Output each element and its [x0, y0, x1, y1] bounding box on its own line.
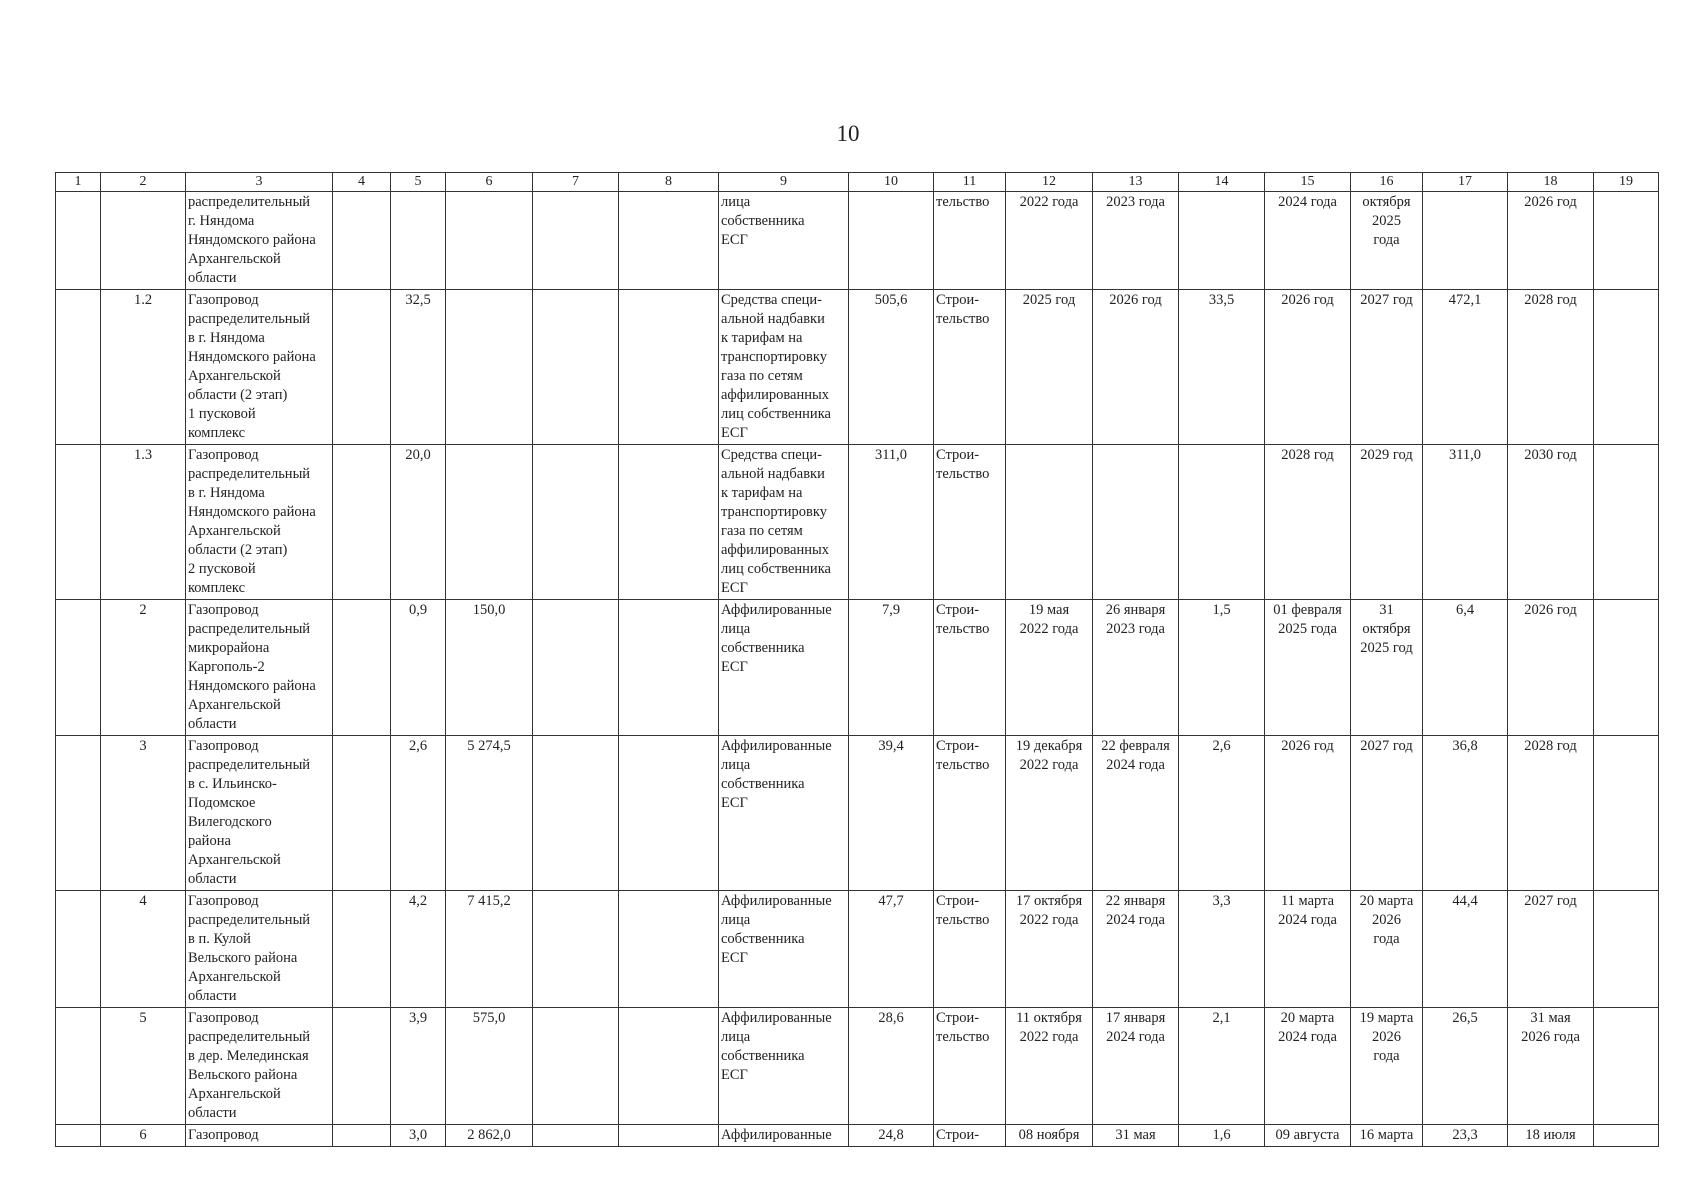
table-cell [333, 600, 391, 736]
column-number: 16 [1351, 173, 1423, 192]
column-number: 8 [619, 173, 719, 192]
work-type: Строи- тельство [934, 1008, 1006, 1125]
date-cell: 20 марта 2024 года [1265, 1008, 1351, 1125]
length-value: 3,9 [391, 1008, 446, 1125]
amount-value: 36,8 [1423, 736, 1508, 891]
date-cell: 22 февраля 2024 года [1093, 736, 1179, 891]
table-cell [56, 445, 101, 600]
row-number: 4 [101, 891, 186, 1008]
date-cell: 09 августа [1265, 1125, 1351, 1147]
table-cell [533, 290, 619, 445]
date-cell: 2030 год [1508, 445, 1594, 600]
column-number: 13 [1093, 173, 1179, 192]
row-number: 5 [101, 1008, 186, 1125]
column-number: 19 [1594, 173, 1659, 192]
table-row [56, 192, 1659, 290]
table-cell [619, 1125, 719, 1147]
row-number: 1.3 [101, 445, 186, 600]
column-number: 18 [1508, 173, 1594, 192]
amount-value [1179, 192, 1265, 290]
cost-value [849, 192, 934, 290]
amount-value: 6,4 [1423, 600, 1508, 736]
table-cell [533, 736, 619, 891]
cost-value: 24,8 [849, 1125, 934, 1147]
row-number: 6 [101, 1125, 186, 1147]
capacity-value: 2 862,0 [446, 1125, 533, 1147]
cost-value: 47,7 [849, 891, 934, 1008]
table-cell [1594, 290, 1659, 445]
table-cell [619, 1008, 719, 1125]
table-cell [1594, 1008, 1659, 1125]
object-name: Газопровод распределительный в г. Няндома Няндомского района Архангельской области (2 этап) 2 пусковой комплекс [186, 445, 333, 600]
column-number: 11 [934, 173, 1006, 192]
date-cell: 2026 год [1265, 290, 1351, 445]
row-number: 2 [101, 600, 186, 736]
table-cell [333, 445, 391, 600]
table-cell [56, 1008, 101, 1125]
table-row [56, 1008, 1659, 1125]
table-cell [533, 445, 619, 600]
date-cell: 2026 год [1508, 600, 1594, 736]
length-value: 3,0 [391, 1125, 446, 1147]
work-type: Строи- тельство [934, 736, 1006, 891]
column-number: 3 [186, 173, 333, 192]
capacity-value [446, 192, 533, 290]
table-row [56, 736, 1659, 891]
work-type: Строи- тельство [934, 600, 1006, 736]
table-row [56, 290, 1659, 445]
column-number: 4 [333, 173, 391, 192]
table-cell [533, 192, 619, 290]
object-name: Газопровод распределительный в п. Кулой Вельского района Архангельской области [186, 891, 333, 1008]
row-number: 1.2 [101, 290, 186, 445]
capacity-value: 5 274,5 [446, 736, 533, 891]
funding-source: Аффилированные лица собственника ЕСГ [719, 600, 849, 736]
date-cell: 2023 года [1093, 192, 1179, 290]
amount-value: 44,4 [1423, 891, 1508, 1008]
date-cell: 2025 год [1006, 290, 1093, 445]
date-cell: 31 мая 2026 года [1508, 1008, 1594, 1125]
date-cell: 2026 год [1508, 192, 1594, 290]
table-cell [56, 1125, 101, 1147]
table-row [56, 891, 1659, 1008]
table-row [56, 600, 1659, 736]
funding-source: Аффилированные лица собственника ЕСГ [719, 1008, 849, 1125]
table-cell [1594, 192, 1659, 290]
table-row [56, 445, 1659, 600]
funding-source: лица собственника ЕСГ [719, 192, 849, 290]
column-number: 15 [1265, 173, 1351, 192]
work-type: Строи- тельство [934, 290, 1006, 445]
length-value: 0,9 [391, 600, 446, 736]
object-name: Газопровод [186, 1125, 333, 1147]
date-cell: 2024 года [1265, 192, 1351, 290]
table-cell [533, 1008, 619, 1125]
amount-value: 1,6 [1179, 1125, 1265, 1147]
date-cell: 08 ноября [1006, 1125, 1093, 1147]
date-cell: 01 февраля 2025 года [1265, 600, 1351, 736]
page-number: 10 [836, 121, 860, 146]
table-cell [619, 600, 719, 736]
date-cell [1093, 445, 1179, 600]
column-number: 5 [391, 173, 446, 192]
column-number: 10 [849, 173, 934, 192]
date-cell: 11 марта 2024 года [1265, 891, 1351, 1008]
table-cell [56, 290, 101, 445]
cost-value: 28,6 [849, 1008, 934, 1125]
table-cell [1594, 1125, 1659, 1147]
table-cell [619, 891, 719, 1008]
amount-value: 311,0 [1423, 445, 1508, 600]
table-cell [533, 1125, 619, 1147]
length-value [391, 192, 446, 290]
column-number: 17 [1423, 173, 1508, 192]
investment-program-table [55, 172, 1659, 1147]
date-cell: 2029 год [1351, 445, 1423, 600]
table-row [56, 1125, 1659, 1147]
column-number: 2 [101, 173, 186, 192]
table-cell [56, 736, 101, 891]
date-cell: 2026 год [1093, 290, 1179, 445]
object-name: Газопровод распределительный в с. Ильинско- Подомское Вилегодского района Архангельской области [186, 736, 333, 891]
capacity-value: 7 415,2 [446, 891, 533, 1008]
amount-value: 1,5 [1179, 600, 1265, 736]
date-cell: 31 мая [1093, 1125, 1179, 1147]
object-name: Газопровод распределительный в г. Няндома Няндомского района Архангельской области (2 этап) 1 пусковой комплекс [186, 290, 333, 445]
amount-value [1179, 445, 1265, 600]
table-cell [1594, 736, 1659, 891]
table-cell [56, 192, 101, 290]
amount-value: 33,5 [1179, 290, 1265, 445]
cost-value: 7,9 [849, 600, 934, 736]
row-number [101, 192, 186, 290]
length-value: 20,0 [391, 445, 446, 600]
work-type: Строи- тельство [934, 445, 1006, 600]
funding-source: Средства специ- альной надбавки к тарифам на транспортировку газа по сетям аффилированных лиц собственника ЕСГ [719, 445, 849, 600]
table-cell [333, 290, 391, 445]
table-cell [1594, 600, 1659, 736]
column-number: 1 [56, 173, 101, 192]
amount-value: 2,6 [1179, 736, 1265, 891]
date-cell: 11 октября 2022 года [1006, 1008, 1093, 1125]
table-cell [56, 600, 101, 736]
date-cell: 20 марта 2026 года [1351, 891, 1423, 1008]
table-cell [619, 290, 719, 445]
column-number: 14 [1179, 173, 1265, 192]
date-cell: 17 января 2024 года [1093, 1008, 1179, 1125]
date-cell: 16 марта [1351, 1125, 1423, 1147]
date-cell: 2027 год [1351, 736, 1423, 891]
length-value: 32,5 [391, 290, 446, 445]
table-cell [619, 736, 719, 891]
date-cell: 19 марта 2026 года [1351, 1008, 1423, 1125]
capacity-value: 150,0 [446, 600, 533, 736]
work-type: Строи- тельство [934, 891, 1006, 1008]
capacity-value: 575,0 [446, 1008, 533, 1125]
capacity-value [446, 290, 533, 445]
table-cell [533, 600, 619, 736]
column-number-row [56, 173, 1659, 192]
date-cell: 2028 год [1508, 290, 1594, 445]
capacity-value [446, 445, 533, 600]
cost-value: 39,4 [849, 736, 934, 891]
date-cell [1006, 445, 1093, 600]
table-cell [1594, 445, 1659, 600]
amount-value: 26,5 [1423, 1008, 1508, 1125]
date-cell: 2022 года [1006, 192, 1093, 290]
column-number: 6 [446, 173, 533, 192]
object-name: распределительный г. Няндома Няндомского района Архангельской области [186, 192, 333, 290]
date-cell: 2027 год [1508, 891, 1594, 1008]
date-cell: 19 мая 2022 года [1006, 600, 1093, 736]
date-cell: 31 октября 2025 год [1351, 600, 1423, 736]
date-cell: 22 января 2024 года [1093, 891, 1179, 1008]
table-cell [333, 192, 391, 290]
cost-value: 505,6 [849, 290, 934, 445]
work-type: Строи- [934, 1125, 1006, 1147]
date-cell: 2026 год [1265, 736, 1351, 891]
date-cell: октября 2025 года [1351, 192, 1423, 290]
column-number: 7 [533, 173, 619, 192]
cost-value: 311,0 [849, 445, 934, 600]
table-cell [333, 1008, 391, 1125]
date-cell: 18 июля [1508, 1125, 1594, 1147]
table-cell [56, 891, 101, 1008]
column-number: 12 [1006, 173, 1093, 192]
table-cell [333, 891, 391, 1008]
length-value: 4,2 [391, 891, 446, 1008]
column-number: 9 [719, 173, 849, 192]
amount-value: 2,1 [1179, 1008, 1265, 1125]
table-cell [619, 192, 719, 290]
amount-value [1423, 192, 1508, 290]
funding-source: Аффилированные лица собственника ЕСГ [719, 891, 849, 1008]
date-cell: 2027 год [1351, 290, 1423, 445]
table-cell [1594, 891, 1659, 1008]
amount-value: 472,1 [1423, 290, 1508, 445]
table-cell [333, 1125, 391, 1147]
date-cell: 19 декабря 2022 года [1006, 736, 1093, 891]
object-name: Газопровод распределительный микрорайона Каргополь-2 Няндомского района Архангельской области [186, 600, 333, 736]
row-number: 3 [101, 736, 186, 891]
table-cell [533, 891, 619, 1008]
date-cell: 17 октября 2022 года [1006, 891, 1093, 1008]
object-name: Газопровод распределительный в дер. Мелединская Вельского района Архангельской области [186, 1008, 333, 1125]
date-cell: 2028 год [1508, 736, 1594, 891]
funding-source: Аффилированные лица собственника ЕСГ [719, 736, 849, 891]
table-cell [619, 445, 719, 600]
amount-value: 23,3 [1423, 1125, 1508, 1147]
length-value: 2,6 [391, 736, 446, 891]
table-cell [333, 736, 391, 891]
work-type: тельство [934, 192, 1006, 290]
funding-source: Аффилированные [719, 1125, 849, 1147]
amount-value: 3,3 [1179, 891, 1265, 1008]
date-cell: 2028 год [1265, 445, 1351, 600]
funding-source: Средства специ- альной надбавки к тарифам на транспортировку газа по сетям аффилированных лиц собственника ЕСГ [719, 290, 849, 445]
date-cell: 26 января 2023 года [1093, 600, 1179, 736]
